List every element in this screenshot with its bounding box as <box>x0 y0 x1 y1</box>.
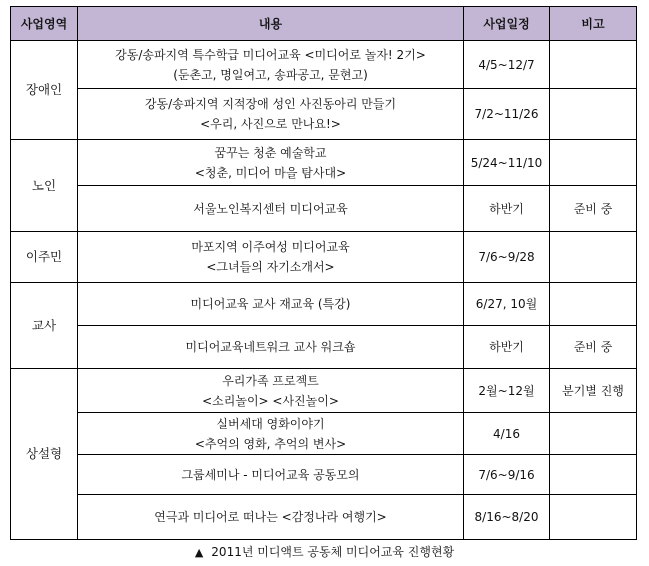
content-cell <box>78 413 464 455</box>
content-line: 강동/송파지역 지적장애 성인 사진동아리 만들기 <box>144 97 397 111</box>
schedule-cell: 8/16~8/20 <box>464 495 550 540</box>
schedule-cell: 하반기 <box>464 186 550 232</box>
content-line: 미디어교육네트워크 교사 워크숍 <box>185 340 356 354</box>
note-cell: 준비 중 <box>550 186 637 232</box>
schedule-cell: 하반기 <box>464 326 550 369</box>
area-cell: 상설형 <box>11 369 78 540</box>
content-cell <box>78 232 464 283</box>
content-line: 연극과 미디어로 떠나는 <감정나라 여행기> <box>154 510 387 524</box>
schedule-cell: 4/5~12/7 <box>464 41 550 89</box>
header-note: 비고 <box>550 7 637 41</box>
area-cell: 교사 <box>11 283 78 369</box>
note-cell <box>550 41 637 89</box>
content-cell <box>78 89 464 140</box>
content-cell <box>78 495 464 540</box>
header-area: 사업영역 <box>11 7 78 41</box>
schedule-cell: 2월~12월 <box>464 369 550 413</box>
content-cell <box>78 326 464 369</box>
table-row <box>11 140 637 186</box>
table-row <box>11 413 637 455</box>
note-cell <box>550 140 637 186</box>
table-row <box>11 283 637 326</box>
content-line: 실버세대 영화이야기 <box>216 416 325 431</box>
content-line: (둔촌고, 명일여고, 송파공고, 문현고) <box>173 67 368 82</box>
content-line: 그룹세미나 - 미디어교육 공동모의 <box>181 467 360 482</box>
content-cell <box>78 283 464 326</box>
table-row <box>11 41 637 89</box>
content-cell <box>78 41 464 89</box>
note-cell <box>550 495 637 540</box>
table-row <box>11 186 637 232</box>
content-line: 꿈꾸는 청춘 예술학교 <box>214 145 327 160</box>
content-line: <청춘, 미디어 마을 탐사대> <box>194 165 347 180</box>
table-row <box>11 369 637 413</box>
table-row <box>11 326 637 369</box>
note-cell: 준비 중 <box>550 326 637 369</box>
note-cell: 분기별 진행 <box>550 369 637 413</box>
header-content: 내용 <box>78 7 464 41</box>
content-line: 우리가족 프로젝트 <box>222 373 319 388</box>
schedule-cell: 5/24~11/10 <box>464 140 550 186</box>
schedule-cell: 7/2~11/26 <box>464 89 550 140</box>
content-line: 서울노인복지센터 미디어교육 <box>193 201 348 216</box>
note-cell <box>550 413 637 455</box>
table-row <box>11 495 637 540</box>
area-cell: 장애인 <box>11 41 78 140</box>
program-schedule-table <box>10 6 637 540</box>
table-caption <box>0 543 649 560</box>
table-row <box>11 455 637 495</box>
content-line: <추억의 영화, 추억의 변사> <box>194 436 347 451</box>
schedule-cell: 7/6~9/16 <box>464 455 550 495</box>
table-row <box>11 232 637 283</box>
content-line: 미디어교육 교사 재교육 (특강) <box>190 297 351 311</box>
schedule-cell: 7/6~9/28 <box>464 232 550 283</box>
note-cell <box>550 232 637 283</box>
area-cell: 노인 <box>11 140 78 232</box>
content-line: <소리놀이> <사진놀이> <box>202 393 339 408</box>
content-cell <box>78 455 464 495</box>
content-cell <box>78 140 464 186</box>
content-cell <box>78 186 464 232</box>
note-cell <box>550 283 637 326</box>
header-schedule: 사업일정 <box>464 7 550 41</box>
schedule-cell: 6/27, 10월 <box>464 283 550 326</box>
content-line: <우리, 사진으로 만나요!> <box>200 117 341 131</box>
note-cell <box>550 89 637 140</box>
note-cell <box>550 455 637 495</box>
schedule-cell: 4/16 <box>464 413 550 455</box>
content-line: 마포지역 이주여성 미디어교육 <box>191 240 350 254</box>
content-line: <그녀들의 자기소개서> <box>206 260 335 274</box>
area-cell: 이주민 <box>11 232 78 283</box>
content-line: 강동/송파지역 특수학급 미디어교육 <미디어로 놀자! 2기> <box>115 47 426 62</box>
content-cell <box>78 369 464 413</box>
triangle-up-icon: ▲ <box>194 546 204 559</box>
table-header-row <box>11 7 637 41</box>
table-row <box>11 89 637 140</box>
caption-text: 2011년 미디액트 공동체 미디어교육 진행현황 <box>211 545 455 559</box>
